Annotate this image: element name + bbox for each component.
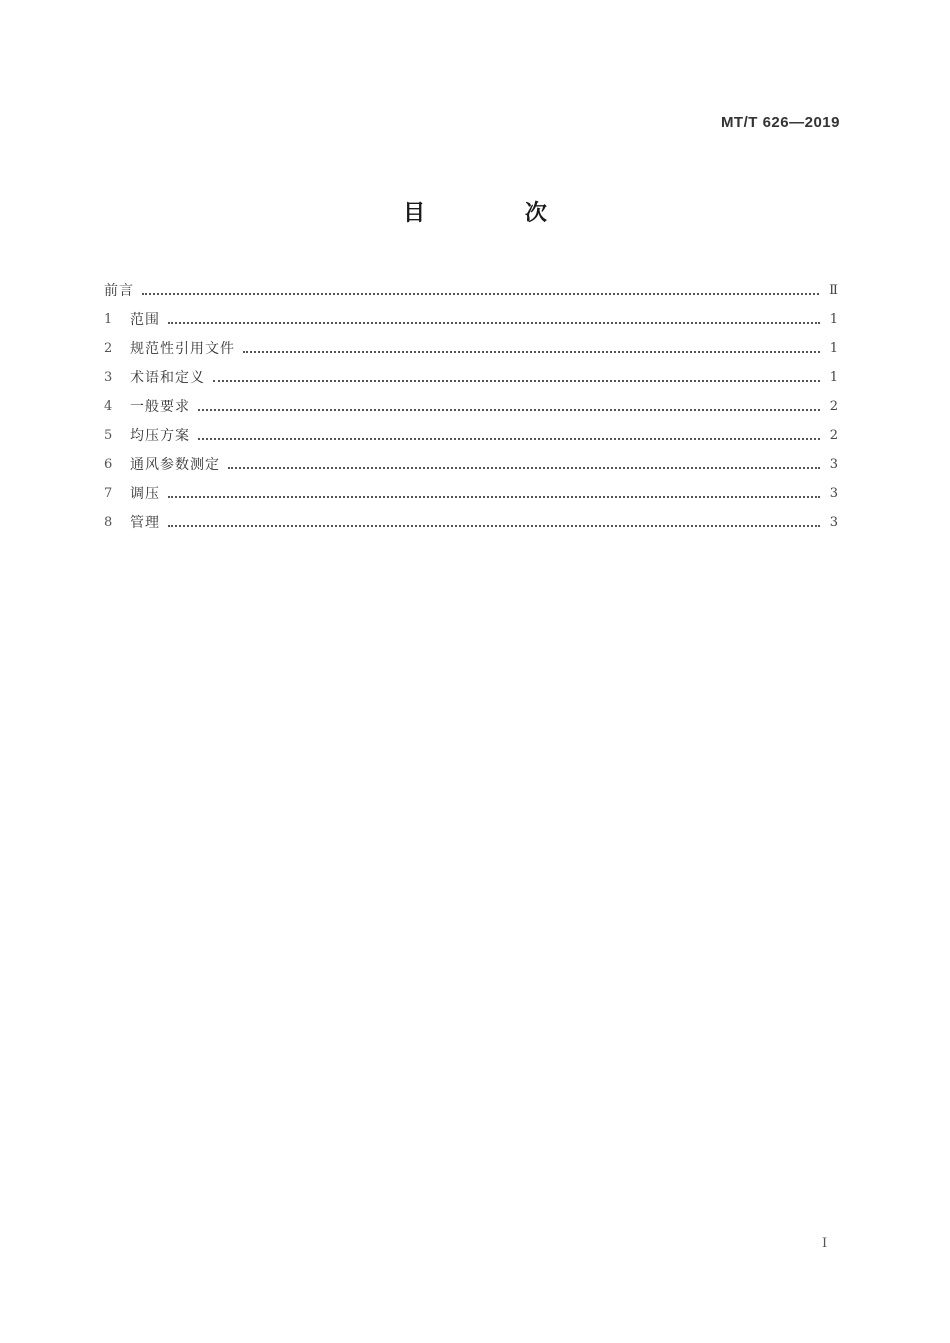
toc-entry-page: 3 <box>829 515 838 530</box>
toc-entry-label: 一般要求 <box>130 399 190 415</box>
toc-entry-number: 1 <box>104 312 113 327</box>
toc-dot-leader <box>168 496 820 498</box>
toc-entry-label: 范围 <box>130 312 160 328</box>
toc-entry-number: 8 <box>104 515 113 530</box>
toc-entry-page: 2 <box>829 399 838 414</box>
toc-entry-page: 1 <box>829 312 838 327</box>
toc-entry-number: 2 <box>104 341 113 356</box>
toc-dot-leader <box>243 351 820 353</box>
toc-entry-label: 管理 <box>130 515 160 531</box>
toc-entry-general-requirements[interactable] <box>104 388 838 417</box>
toc-entry-label: 均压方案 <box>130 428 190 444</box>
toc-entry-page: 1 <box>829 370 838 385</box>
standard-code: MT/T 626—2019 <box>720 114 840 131</box>
toc-entry-management[interactable] <box>104 504 838 533</box>
toc-entry-page: 1 <box>829 341 838 356</box>
toc-entry-label: 前言 <box>104 283 134 299</box>
toc-dot-leader <box>198 409 820 411</box>
toc-dot-leader <box>168 525 820 527</box>
toc-dot-leader <box>198 438 820 440</box>
toc-entry-number: 6 <box>104 457 113 472</box>
toc-entry-normative-references[interactable] <box>104 330 838 359</box>
toc-entry-pressure-balancing-scheme[interactable] <box>104 417 838 446</box>
toc-entry-ventilation-measurement[interactable] <box>104 446 838 475</box>
toc-entry-number: 7 <box>104 486 113 501</box>
toc-dot-leader <box>168 322 820 324</box>
toc-entry-label: 调压 <box>130 486 160 502</box>
toc-entry-label: 通风参数测定 <box>130 457 220 473</box>
toc-entry-number: 3 <box>104 370 113 385</box>
toc-title: 目 次 <box>403 201 593 226</box>
table-of-contents <box>104 272 838 533</box>
toc-entry-pressure-regulation[interactable] <box>104 475 838 504</box>
toc-entry-number: 5 <box>104 428 113 443</box>
toc-entry-terms-definitions[interactable] <box>104 359 838 388</box>
toc-entry-scope[interactable] <box>104 301 838 330</box>
toc-entry-number: 4 <box>104 399 113 414</box>
page-number: Ⅰ <box>822 1236 828 1251</box>
toc-entry-page: 3 <box>829 457 838 472</box>
toc-entry-label: 规范性引用文件 <box>130 341 235 357</box>
toc-dot-leader <box>213 380 820 382</box>
toc-entry-page: Ⅱ <box>829 283 838 298</box>
toc-entry-page: 3 <box>829 486 838 501</box>
toc-entry-preface[interactable] <box>104 272 838 301</box>
toc-entry-page: 2 <box>829 428 838 443</box>
toc-dot-leader <box>142 293 819 295</box>
toc-dot-leader <box>228 467 820 469</box>
toc-entry-label: 术语和定义 <box>130 370 205 386</box>
